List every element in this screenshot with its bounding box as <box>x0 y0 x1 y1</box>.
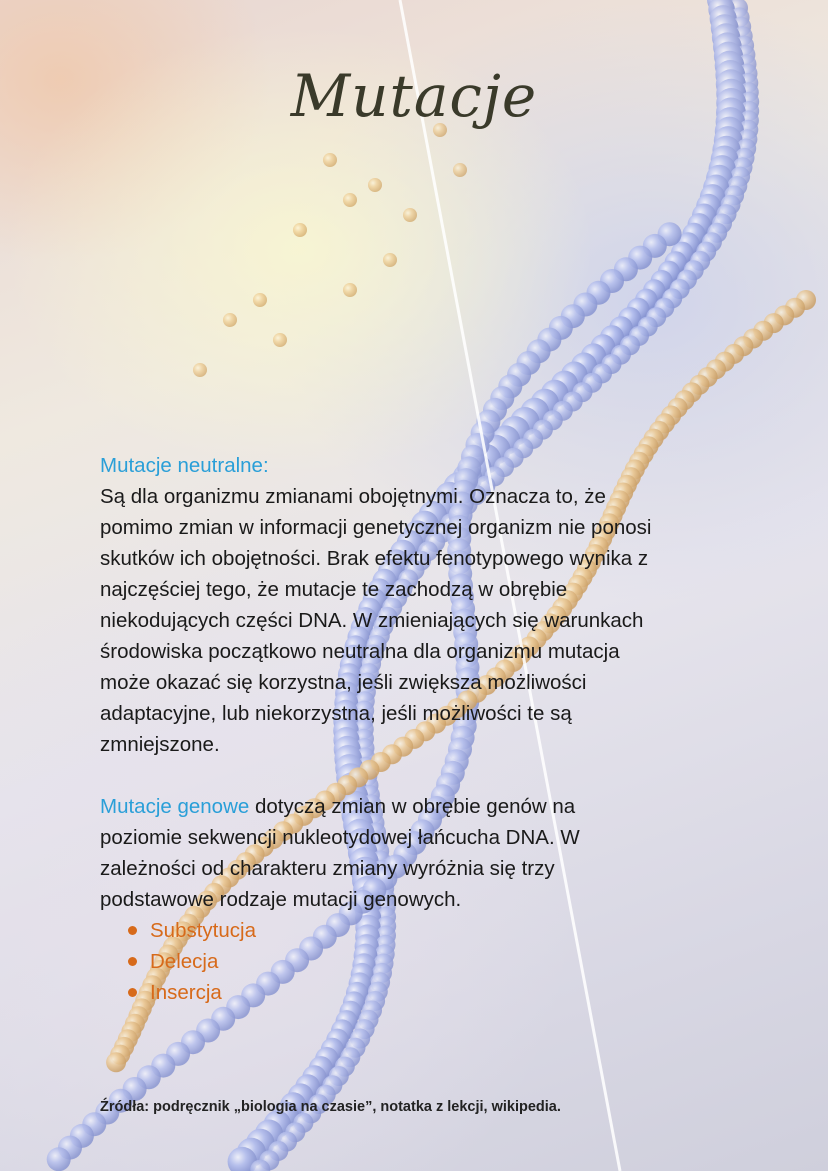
gene-mutation-types-list <box>100 915 740 1008</box>
text-line: skutków ich obojętności. Brak efektu fenotypowego wynika z <box>100 547 649 570</box>
text-line: poziomie sekwencji nukleotydowej łańcucha DNA. W <box>100 826 580 849</box>
text-line: środowiska początkowo neutralna dla organizmu mutacja <box>100 640 620 663</box>
list-item <box>126 946 740 977</box>
text-line: pomimo zmian w informacji genetycznej organizm nie ponosi <box>100 516 652 539</box>
neutral-mutations-paragraph <box>100 481 740 760</box>
list-item-label: Delecja <box>150 950 219 973</box>
text-line: najczęściej tego, że mutacje te zachodzą w obrębie <box>100 578 568 601</box>
bullet-icon <box>128 957 137 966</box>
text-line: adaptacyjne, lub niekorzystna, jeśli możliwości te są <box>100 702 572 725</box>
main-content <box>100 450 740 1008</box>
text-fragment: dotyczą zmian w obrębie genów na <box>249 795 576 818</box>
sources-footer: Źródła: podręcznik „biologia na czasie”, notatka z lekcji, wikipedia. <box>100 1099 561 1115</box>
page-title: Mutacje <box>290 62 538 130</box>
bullet-icon <box>128 988 137 997</box>
text-line: może okazać się korzystna, jeśli zwiększa możliwości <box>100 671 587 694</box>
list-item <box>126 977 740 1008</box>
text-line: zależności od charakteru zmiany wyróżnia się trzy <box>100 857 555 880</box>
gene-mutations-term: Mutacje genowe <box>100 795 250 818</box>
text-line: niekodujących części DNA. W zmieniających się warunkach <box>100 609 644 632</box>
list-item-label: Insercja <box>150 981 222 1004</box>
bullet-icon <box>128 926 137 935</box>
list-item-label: Substytucja <box>150 919 256 942</box>
section-heading-neutral: Mutacje neutralne: <box>100 454 269 477</box>
list-item <box>126 915 740 946</box>
text-line: podstawowe rodzaje mutacji genowych. <box>100 888 462 911</box>
text-line: zmniejszone. <box>100 733 220 756</box>
text-line <box>100 791 740 822</box>
gene-mutations-paragraph <box>100 791 740 915</box>
text-line: Są dla organizmu zmianami obojętnymi. Oznacza to, że <box>100 485 606 508</box>
